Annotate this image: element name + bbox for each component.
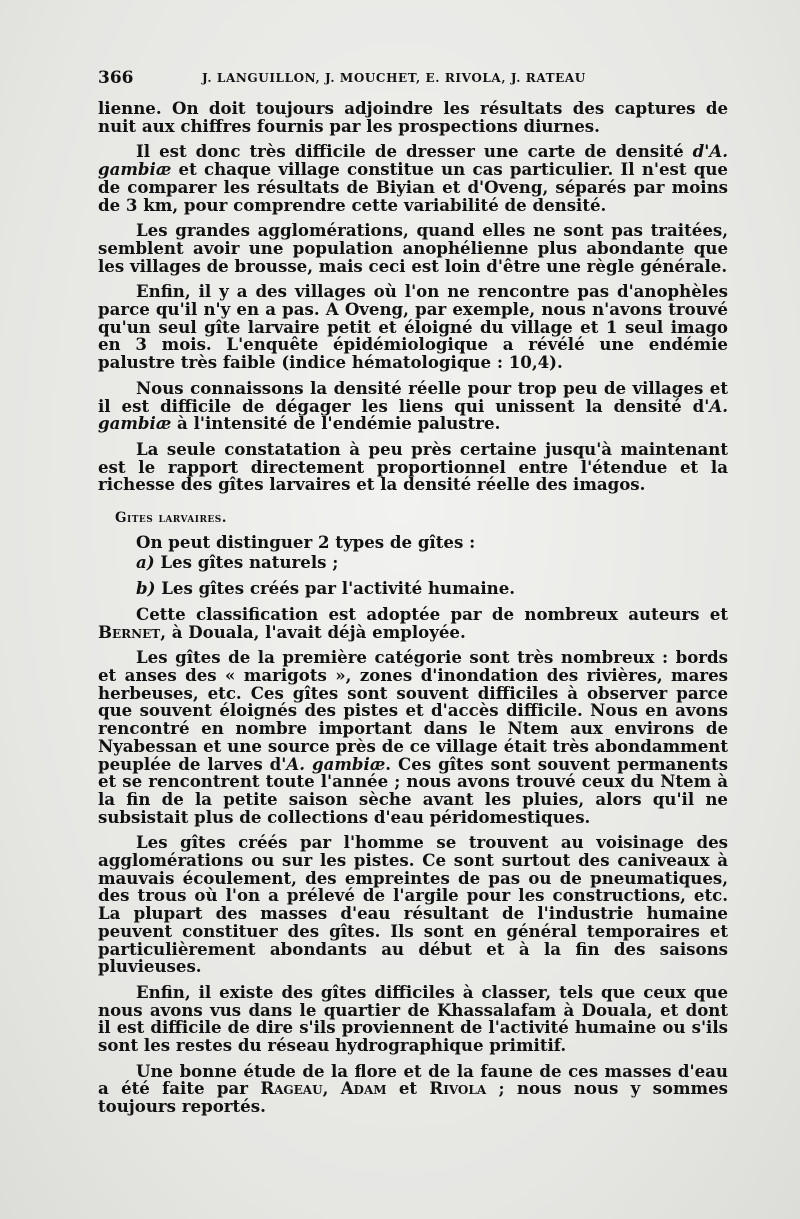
paragraph-2 — [98, 143, 728, 214]
author-name: Adam — [340, 1078, 387, 1099]
species-name: d'A. gambiæ — [98, 141, 728, 180]
author-name: Rageau — [260, 1078, 323, 1099]
paragraph-10 — [98, 834, 728, 976]
paragraph-2-text-a: Il est donc très difficile de dresser une carte de densité — [136, 141, 693, 162]
paragraph-7 — [98, 531, 728, 552]
paragraph-4 — [98, 283, 728, 372]
paragraph-10-text: Les gîtes créés par l'homme se trouvent au voisinage des agglomérations ou sur les pistes. Ce sont surtout des caniveaux à mauvais écoulement, des empreintes de pas ou de pneumatiques, des trous où l'on a prélevé de l'argile pour les constructions, etc. La plupart des masses d'eau résultant de l'industrie humaine peuvent constituer des gîtes. Ils sont en général temporaires et particulièrement abondants au début et à la fin des saisons pluvieuses. — [98, 832, 728, 977]
paragraph-12-text-a: Une bonne étude de la flore et de la faune de ces masses d'eau a été faite par — [98, 1060, 728, 1099]
paragraph-11 — [98, 981, 728, 1056]
list-item-a-text: Les gîtes naturels ; — [154, 552, 339, 573]
paragraph-5-text-a: Nous connaissons la densité réelle pour trop peu de villages et il est difficile de dégager les liens qui unissent la densité d' — [98, 377, 728, 416]
running-head: J. LANGUILLON, J. MOUCHET, E. RIVOLA, J. RATEAU — [202, 71, 586, 85]
separator: et — [386, 1078, 430, 1099]
paragraph-1-text: lienne. On doit toujours adjoindre les résultats des captures de nuit aux chiffres fournis par les prospections diurnes. — [98, 98, 728, 136]
paragraph-9 — [98, 649, 728, 826]
separator: , — [322, 1078, 341, 1099]
paragraph-1 — [98, 100, 728, 135]
paragraph-5-text-b: à l'intensité de l'endémie palustre. — [171, 413, 501, 434]
body-text — [98, 100, 728, 1124]
paragraph-9-text-a: Les gîtes de la première catégorie sont très nombreux : bords et anses des « marigots », zones d'inondation des rivières, mares herbeuses, etc. Ces gîtes sont souvent difficiles à observer parce que souvent éloignés des pistes et d'accès difficile. Nous en avons rencontré en nombre important dans le Ntem aux environs de Nyabessan et une source près de ce village était très abondamment peuplée de larves d' — [98, 647, 728, 774]
paragraph-11-text: Enfin, il existe des gîtes difficiles à classer, tels que ceux que nous avons vus dans le quartier de Khassalafam à Douala, et dont il est difficile de dire s'ils proviennent de l'activité humaine ou s'ils sont les restes du réseau hydrographique primitif. — [98, 981, 728, 1056]
paragraph-3 — [98, 222, 728, 275]
paragraph-4-text: Enfin, il y a des villages où l'on ne rencontre pas d'anophèles parce qu'il n'y en a pas. A Oveng, par exemple, nous n'avons trouvé qu'un seul gîte larvaire petit et éloigné du village et 1 seul imago en 3 mois. L'enquête épidémiologique a révélé une endémie palustre très faible (indice hématologique : 10,4). — [98, 281, 728, 373]
list-item-a — [98, 554, 728, 572]
author-name: Rivola — [429, 1078, 487, 1099]
paragraph-2-text-b: et chaque village constitue un cas particulier. Il n'est que de comparer les résultats de Biyian et d'Oveng, séparés par moins de 3 km, pour comprendre cette variabilité de densité. — [98, 159, 728, 215]
page-number: 366 — [98, 68, 134, 88]
page-header — [98, 68, 718, 90]
species-name: A. gambiæ — [98, 395, 728, 434]
section-title: Gites larvaires. — [115, 510, 227, 527]
paragraph-12-text-b: ; nous nous y sommes toujours reportés. — [98, 1078, 728, 1117]
author-name: Bernet — [98, 621, 161, 642]
paragraph-8 — [98, 603, 728, 642]
paragraph-5 — [98, 377, 728, 434]
paragraph-8-text-b: , à Douala, l'avait déjà employée. — [160, 621, 466, 642]
paragraph-7-text: On peut distinguer 2 types de gîtes : — [136, 531, 476, 552]
species-name: A. gambiæ — [286, 753, 386, 774]
paragraph-6 — [98, 438, 728, 495]
paragraph-9-text-b: . Ces gîtes sont souvent permanents et se rencontrent toute l'année ; nous avons trouvé ceux du Ntem à la fin de la petite saison sèche avant les pluies, alors qu'il ne subsistait plus de collections d'eau péridomestiques. — [98, 753, 728, 827]
paragraph-8-text-a: Cette classification est adoptée par de nombreux auteurs et — [136, 603, 728, 624]
list-item-b-label: b) — [136, 578, 156, 599]
list-item-b — [98, 580, 728, 598]
list-item-b-text: Les gîtes créés par l'activité humaine. — [155, 578, 516, 599]
list-item-a-label: a) — [136, 552, 155, 573]
paragraph-3-text: Les grandes agglomérations, quand elles ne sont pas traitées, semblent avoir une population anophélienne plus abondante que les villages de brousse, mais ceci est loin d'être une règle générale. — [98, 220, 728, 276]
paragraph-6-text: La seule constatation à peu près certaine jusqu'à maintenant est le rapport directement proportionnel entre l'étendue et la richesse des gîtes larvaires et la densité réelle des imagos. — [98, 438, 728, 495]
paragraph-12 — [98, 1060, 728, 1117]
